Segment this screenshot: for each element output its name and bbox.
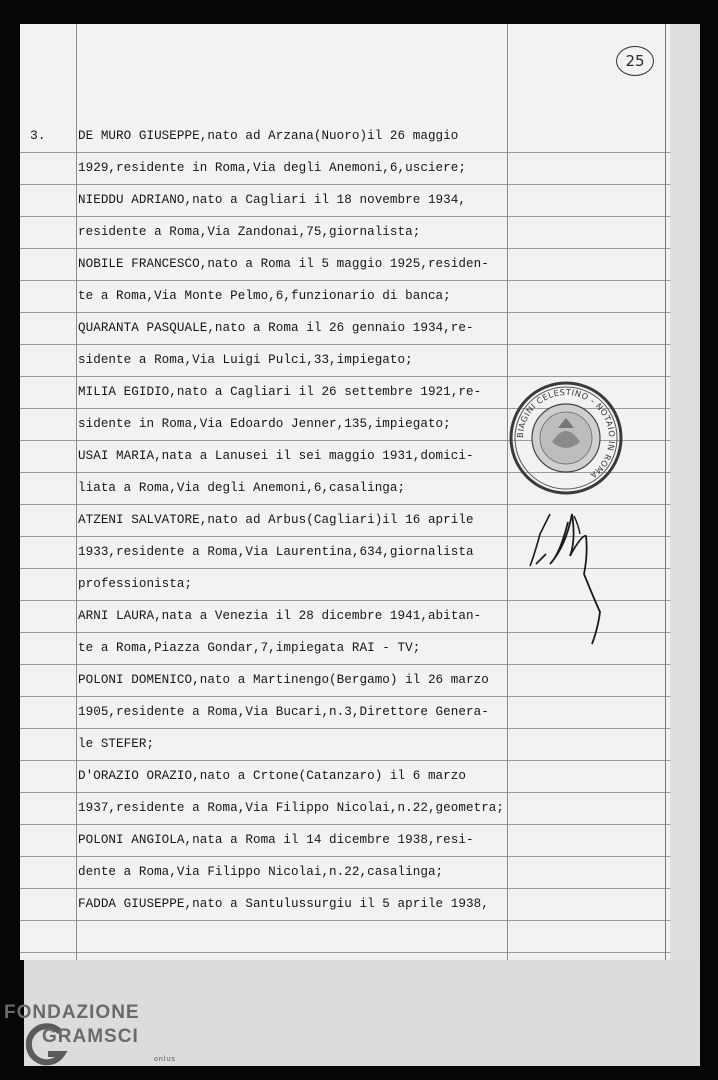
text-line: dente a Roma,Via Filippo Nicolai,n.22,casalinga; — [78, 865, 444, 879]
text-line: D'ORAZIO ORAZIO,nato a Crtone(Catanzaro) il 6 marzo — [78, 769, 466, 783]
document-page — [20, 24, 670, 960]
text-line: residente a Roma,Via Zandonai,75,giornalista; — [78, 225, 421, 239]
text-line: NIEDDU ADRIANO,nato a Cagliari il 18 novembre 1934, — [78, 193, 466, 207]
text-line: te a Roma,Piazza Gondar,7,impiegata RAI - TV; — [78, 641, 421, 655]
signature-icon — [520, 494, 630, 654]
text-line: 1937,residente a Roma,Via Filippo Nicolai,n.22,geometra; — [78, 801, 505, 815]
text-line: 1933,residente a Roma,Via Laurentina,634,giornalista — [78, 545, 474, 559]
text-line: 1929,residente in Roma,Via degli Anemoni,6,usciere; — [78, 161, 466, 175]
text-line: NOBILE FRANCESCO,nato a Roma il 5 maggio 1925,residen- — [78, 257, 489, 271]
text-line: USAI MARIA,nata a Lanusei il sei maggio 1931,domici- — [78, 449, 474, 463]
ruled-line — [20, 696, 670, 697]
ruled-line — [20, 312, 670, 313]
edge-line — [665, 24, 666, 960]
text-line: ARNI LAURA,nata a Venezia il 28 dicembre 1941,abitan- — [78, 609, 482, 623]
ruled-line — [20, 952, 670, 953]
text-line: sidente in Roma,Via Edoardo Jenner,135,impiegato; — [78, 417, 451, 431]
text-line: professionista; — [78, 577, 193, 591]
fondazione-gramsci-logo — [4, 1000, 204, 1070]
text-line: le STEFER; — [78, 737, 155, 751]
ruled-line — [20, 248, 670, 249]
text-line: POLONI DOMENICO,nato a Martinengo(Bergamo) il 26 marzo — [78, 673, 489, 687]
ruled-line — [20, 920, 670, 921]
logo-name-2: GRAMSCI — [42, 1026, 139, 1047]
text-line: POLONI ANGIOLA,nata a Roma il 14 dicembre 1938,resi- — [78, 833, 474, 847]
ruled-line — [20, 664, 670, 665]
text-line: FADDA GIUSEPPE,nato a Santulussurgiu il 5 aprile 1938, — [78, 897, 489, 911]
ruled-line — [20, 760, 670, 761]
text-line: te a Roma,Via Monte Pelmo,6,funzionario di banca; — [78, 289, 451, 303]
page-edge — [670, 24, 700, 960]
notary-stamp-icon — [508, 380, 624, 496]
ruled-line — [20, 376, 670, 377]
text-line: QUARANTA PASQUALE,nato a Roma il 26 gennaio 1934,re- — [78, 321, 474, 335]
ruled-line — [20, 792, 670, 793]
ruled-line — [20, 728, 670, 729]
ruled-line — [20, 280, 670, 281]
ruled-line — [20, 824, 670, 825]
logo-name: FONDAZIONE — [4, 1002, 140, 1023]
ruled-line — [20, 344, 670, 345]
ruled-line — [20, 216, 670, 217]
item-number: 3. — [30, 128, 46, 143]
ruled-line — [20, 184, 670, 185]
text-line: sidente a Roma,Via Luigi Pulci,33,impiegato; — [78, 353, 413, 367]
stamp-text: BIAGINI CELESTINO - NOTAIO IN ROMA — [514, 386, 618, 481]
left-margin-line — [76, 24, 77, 960]
text-line: MILIA EGIDIO,nato a Cagliari il 26 settembre 1921,re- — [78, 385, 482, 399]
text-line: ATZENI SALVATORE,nato ad Arbus(Cagliari)il 16 aprile — [78, 513, 474, 527]
page-number: 25 — [616, 46, 654, 76]
text-line: liata a Roma,Via degli Anemoni,6,casalinga; — [78, 481, 406, 495]
ruled-line — [20, 152, 670, 153]
ruled-line — [20, 888, 670, 889]
text-line: 1905,residente a Roma,Via Bucari,n.3,Direttore Genera- — [78, 705, 489, 719]
ruled-line — [20, 856, 670, 857]
logo-small: onlus — [154, 1056, 176, 1063]
text-line: DE MURO GIUSEPPE,nato ad Arzana(Nuoro)il 26 maggio — [78, 129, 459, 143]
